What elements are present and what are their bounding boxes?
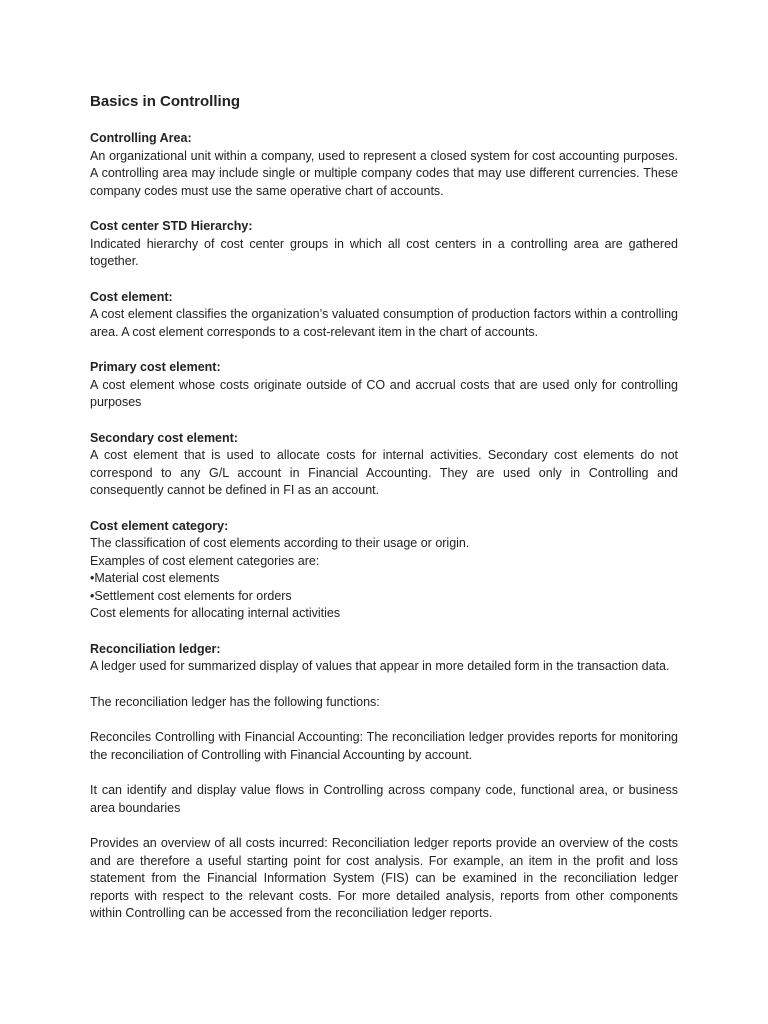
section-cost-center-hierarchy xyxy=(90,218,678,271)
section-text: A cost element whose costs originate outside of CO and accrual costs that are used only for controlling purposes xyxy=(90,377,678,409)
section-secondary-cost-element xyxy=(90,430,678,500)
section-text: A cost element that is used to allocate costs for internal activities. Secondary cost elements do not correspond to any G/L account in Financial Accounting. They are used only in Controlling and consequently cannot be defined in FI as an account. xyxy=(90,448,678,497)
page-title: Basics in Controlling xyxy=(90,93,241,110)
paragraph-text: It can identify and display value flows in Controlling across company code, functional area, or business area boundaries xyxy=(90,783,678,815)
document-page xyxy=(90,92,678,941)
section-heading: Secondary cost element: xyxy=(90,430,238,445)
list-item: •Settlement cost elements for orders xyxy=(90,588,292,603)
list-item: •Material cost elements xyxy=(90,571,220,585)
section-heading: Reconciliation ledger: xyxy=(90,641,221,656)
section-heading: Primary cost element: xyxy=(90,360,221,374)
paragraph xyxy=(90,729,678,764)
section-heading: Controlling Area: xyxy=(90,131,192,145)
section-heading: Cost element: xyxy=(90,289,173,304)
section-primary-cost-element xyxy=(90,359,678,412)
section-controlling-area xyxy=(90,130,678,200)
section-text: A cost element classifies the organization’s valuated consumption of production factors within a controlling area. A cost element corresponds to a cost-relevant item in the chart of accounts. xyxy=(90,307,678,339)
paragraph xyxy=(90,835,678,923)
paragraph xyxy=(90,694,678,712)
section-line: The classification of cost elements according to their usage or origin. xyxy=(90,536,470,550)
section-heading: Cost center STD Hierarchy: xyxy=(90,219,253,233)
paragraph-text: The reconciliation ledger has the following functions: xyxy=(90,694,380,709)
section-text: A ledger used for summarized display of values that appear in more detailed form in the transaction data. xyxy=(90,659,670,673)
section-text: An organizational unit within a company, used to represent a closed system for cost accounting purposes. A controlling area may include single or multiple company codes that may use different currencies. These company codes must use the same operative chart of accounts. xyxy=(90,148,678,198)
section-heading: Cost element category: xyxy=(90,518,229,533)
section-reconciliation-ledger xyxy=(90,641,678,676)
section-line: Cost elements for allocating internal activities xyxy=(90,606,341,620)
section-text: Indicated hierarchy of cost center groups in which all cost centers in a controlling area are gathered together. xyxy=(90,236,678,268)
section-cost-element xyxy=(90,289,678,342)
section-line: Examples of cost element categories are: xyxy=(90,553,320,568)
paragraph xyxy=(90,782,678,817)
section-cost-element-category xyxy=(90,518,678,623)
paragraph-text: Provides an overview of all costs incurred: Reconciliation ledger reports provide an overview of the costs and are therefore a useful starting point for cost analysis. For example, an item in the profit and loss statement from the Financial Information System (FIS) can be examined in the reconciliation ledger reports with respect to the relevant costs. For more detailed analysis, reports from other components within Controlling can be accessed from the reconciliation ledger reports. xyxy=(90,836,678,920)
paragraph-text: Reconciles Controlling with Financial Accounting: The reconciliation ledger provides reports for monitoring the reconciliation of Controlling with Financial Accounting by account. xyxy=(90,730,678,762)
